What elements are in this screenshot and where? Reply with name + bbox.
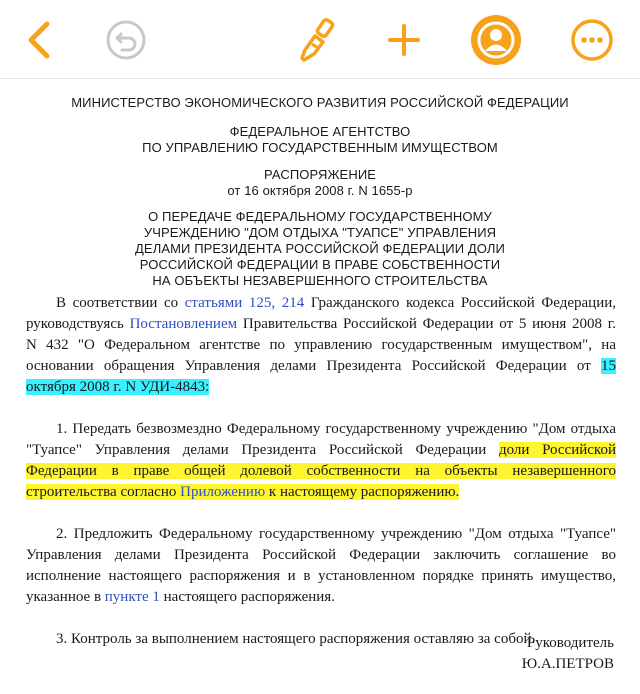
signer-name: Ю.А.ПЕТРОВ [521,656,614,672]
title-line: ДЕЛАМИ ПРЕЗИДЕНТА РОССИЙСКОЙ ФЕДЕРАЦИИ ДОЛИ [135,241,505,256]
more-icon [566,14,618,66]
text-span: В соответствии со [56,295,185,311]
civil-code-link[interactable]: статьями 125, 214 [184,295,305,311]
highlighted-text[interactable]: Федерации в праве общей долевой собственности на объекты незавершенного [26,463,616,479]
title-line: НА ОБЪЕКТЫ НЕЗАВЕРШЕННОГО СТРОИТЕЛЬСТВА [152,273,488,288]
chevron-left-icon [14,14,66,66]
undo-icon [100,14,152,66]
document-title [0,209,640,289]
paragraph-1 [26,419,616,503]
ministry-line: МИНИСТЕРСТВО ЭКОНОМИЧЕСКОГО РАЗВИТИЯ РОССИЙСКОЙ ФЕДЕРАЦИИ [71,95,569,110]
text-line: Управления делами Президента Российской Федерации заключить соглашение во [26,547,616,563]
paragraph-2 [26,524,616,608]
text-line [26,293,616,314]
text-span: Гражданского кодекса Российской Федерации, [304,295,617,311]
paint-brush-icon [290,14,342,66]
preamble-paragraph [26,293,616,398]
order-type: РАСПОРЯЖЕНИЕ [263,167,377,182]
text-span: к настоящему распоряжению. [265,484,460,500]
text-line [26,440,616,461]
text-line [26,314,616,335]
text-span: Правительства Российской Федерации от 5 июня 2008 г. [237,316,616,332]
item-1-link[interactable]: пункте 1 [104,589,160,605]
text-line: 2. Предложить Федеральному государственному учреждению "Дом отдыха "Туапсе" [56,526,616,542]
signature-block [522,633,614,675]
signer-role: Руководитель [526,635,614,651]
text-line [26,587,616,608]
format-brush-button[interactable] [290,14,342,66]
highlighted-text[interactable]: октября 2008 г. N УДИ-4843: [26,379,210,395]
order-heading [0,167,640,199]
text-span: указанное в [26,589,105,605]
more-button[interactable] [566,14,618,66]
title-line: РОССИЙСКОЙ ФЕДЕРАЦИИ В ПРАВЕ СОБСТВЕННОСТИ [139,257,501,272]
highlighted-text[interactable]: доли Российской [498,442,616,458]
text-span: строительства согласно [26,484,181,500]
add-button[interactable] [378,14,430,66]
plus-icon [378,14,430,66]
text-line: исполнение настоящего распоряжения и в установленном порядке принять имущество, [26,568,616,584]
text-line [26,377,616,398]
agency-heading [0,124,640,156]
text-line: N 432 "О Федеральном агентстве по управлению государственным имуществом", на [26,337,616,353]
document-body [26,293,616,671]
order-date: от 16 октября 2008 г. N 1655-р [227,183,413,198]
text-line [26,482,616,503]
ministry-heading [0,95,640,111]
text-line [26,461,616,482]
back-button[interactable] [14,14,66,66]
resolution-link[interactable]: Постановлением [129,316,238,332]
highlighted-text[interactable]: 15 [601,358,616,374]
user-icon [470,14,522,66]
document-view [0,79,640,694]
top-toolbar [0,0,640,79]
agency-line: ПО УПРАВЛЕНИЮ ГОСУДАРСТВЕННЫМ ИМУЩЕСТВОМ [142,140,498,155]
undo-button[interactable] [100,14,152,66]
account-button[interactable] [470,14,522,66]
appendix-link[interactable]: Приложению [180,484,266,500]
text-span: настоящего распоряжения. [159,589,335,605]
title-line: УЧРЕЖДЕНИЮ "ДОМ ОТДЫХА "ТУАПСЕ" УПРАВЛЕНИЯ [143,225,497,240]
title-line: О ПЕРЕДАЧЕ ФЕДЕРАЛЬНОМУ ГОСУДАРСТВЕННОМУ [148,209,492,224]
text-span: "Туапсе" Управления делами Президента Российской Федерации [26,442,499,458]
text-line [26,356,616,377]
text-line: 1. Передать безвозмездно Федеральному государственному учреждению "Дом отдыха [56,421,616,437]
text-span: руководствуясь [26,316,130,332]
text-line: 3. Контроль за выполнением настоящего распоряжения оставляю за собой. [56,631,536,647]
agency-line: ФЕДЕРАЛЬНОЕ АГЕНТСТВО [229,124,411,139]
text-span: основании обращения Управления делами Президента Российской Федерации от [26,358,601,374]
highlighted-text[interactable] [26,484,459,500]
